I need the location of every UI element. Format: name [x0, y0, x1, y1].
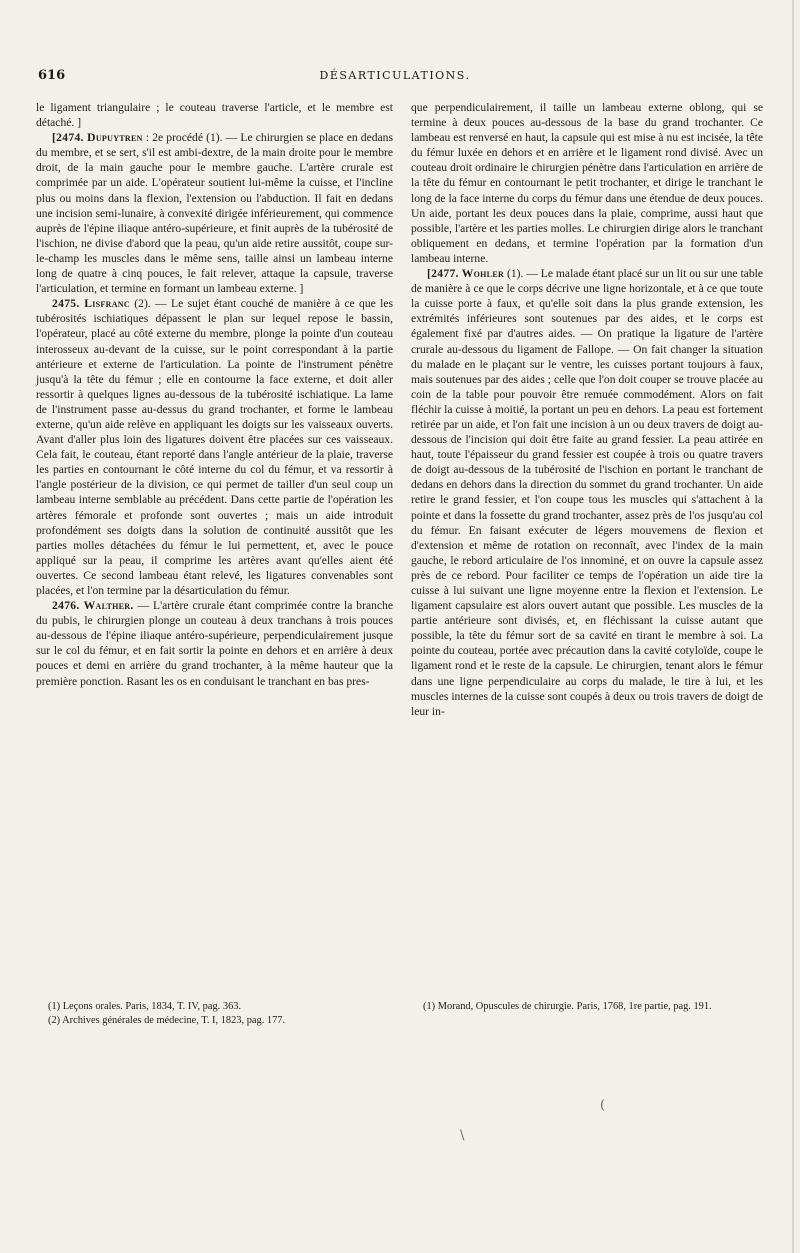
- page-number: 616: [38, 68, 66, 83]
- paragraph: 2476. Walther. — L'artère crurale étant comprimée contre la branche du pubis, le chirurgien plonge un couteau à deux tranchans à trois pouces au-dessous de l'épine iliaque antéro-supérieure, perpendiculairement jusque sur le col du fémur, et en fait sortir la pointe en dehors et en arrière à deux pouces et demi en arrière du grand trochanter, à la même hauteur que la première ponction. Rasant les os en conduisant le tranchant en bas pres-: [36, 599, 393, 688]
- page-header: [38, 68, 752, 88]
- footnote: (2) Archives générales de médecine, T. I, 1823, pag. 177.: [48, 1014, 286, 1026]
- right-column: [411, 100, 763, 719]
- paragraph: 2475. Lisfranc (2). — Le sujet étant couché de manière à ce que les tubérosités ischiatiques dépassent le plan sur lequel repose le bassin, l'opérateur, placé au côté externe du membre, plonge la pointe d'un couteau interosseux au-devant de la cuisse, sur le point correspondant à la partie antérieure et externe de l'articulation. La pointe de l'instrument pénètre jusqu'à la tête du fémur ; elle en contourne la face externe, et doit aller ressortir à quelques lignes au-dessous de la tubérosité ischiatique. La lame de l'instrument passe au-dessus du grand trochanter, et forme le lambeau externe, qu'un aide relève en appliquant les doigts sur les vaisseaux ouverts. Avant d'aller plus loin des ligatures doivent être placées sur ces vaisseaux. Cela fait, le couteau, étant reporté dans l'angle antérieur de la plaie, traverse les parties en contournant le côté interne du col du fémur, et va ressortir à l'angle postérieur de la division, ce qui permet de tailler d'un seul coup un lambeau interne semblable au précédent. Dans cette partie de l'opération les artères fémorale et profonde sont ouvertes ; mais un aide introduit profondément ses doigts dans la solution de continuité aussitôt que les parties molles détachées du fémur le lui permettent, et, avec le pouce appliqué sur la peau, il comprime les artères avant qu'elles aient été ouvertes. Ce second lambeau étant relevé, les ligatures convenables sont placées, et l'on termine par la désarticulation du fémur.: [36, 297, 393, 597]
- running-title: DÉSARTICULATIONS.: [319, 69, 471, 82]
- footnotes-right: [411, 1000, 763, 1014]
- paragraph: [2477. Wohler (1). — Le malade étant placé sur un lit ou sur une table de manière à ce que le corps décrive une ligne horizontale, et à ce que toute la cuisse porte à faux, et qu'elle soit dans la plus grande extension, les extrémités inférieures sont soutenues par des aides, et le corps est également fixé par d'autres aides. — On pratique la ligature de l'artère crurale au-dessous du ligament de Fallope. — On fait changer la situation du malade en le plaçant sur le ventre, les cuisses portant toujours à faux, mais soutenues par des aides ; celle que l'on doit couper se trouve placée au coin de la table pour pouvoir être remuée commodément. Alors on fait fléchir la cuisse à moitié, la portant un peu en dehors. La peau est fortement retirée par un aide, et l'on fait une incision à un ou deux travers de doigt au-dessous de l'incision qui doit être faite au grand fessier. La peau attirée en haut, toute l'épaisseur du grand fessier est coupée à trois ou quatre travers de doigt au-dessous de la tubérosité de l'ischion en portant le tranchant de dedans en dehors dans la direction du sommet du grand trochanter. Un aide retire le grand fessier, et l'on coupe tous les muscles qui s'attachent à la pointe et dans la fossette du grand trochanter, assez près de l'os jusqu'au col du fémur. En faisant exécuter de légers mouvemens de flexion et d'extension et même de rotation on reconnaît, avec l'index de la main gauche, le rebord articulaire de l'os innominé, et on ouvre la capsule assez près de ce rebord. Pour faciliter ce temps de l'opération un aide tire la cuisse à lui suivant une ligne moyenne entre la flexion et l'extension. Le ligament capsulaire est alors ouvert autant que possible. Les muscles de la partie antérieure sont divisés, et, en fléchissant la cuisse autant que possible, la tête du fémur sort de sa cavité en tirant le membre à soi. La pointe du couteau, portée avec précaution dans la cavité cotyloïde, coupe le ligament rond et le reste de la capsule. Le chirurgien, tenant alors le fémur dans une ligne perpendiculaire au corps du malade, le tire à lui, et les muscles internes de la cuisse sont coupés à deux ou trois travers de doigt de leur in-: [411, 267, 764, 718]
- paragraph: le ligament triangulaire ; le couteau traverse l'article, et le membre est détaché. ]: [36, 101, 393, 130]
- footnote: (1) Leçons orales. Paris, 1834, T. IV, pag. 363.: [48, 1001, 242, 1012]
- left-column: [36, 100, 393, 689]
- footnote: (1) Morand, Opuscules de chirurgie. Paris, 1768, 1re partie, pag. 191.: [423, 1001, 712, 1012]
- paragraph: [2474. Dupuytren : 2e procédé (1). — Le chirurgien se place en dedans du membre, et se sert, s'il est ambi-dextre, de la main droite pour le membre droit, de la main gauche pour le membre gauche. L'artère crurale est comprimée par un aide. L'opérateur soutient lui-même la cuisse, et l'incline plus ou moins dans la flexion, l'extension ou l'abduction. Il fait en dedans une incision semi-lunaire, à convexité dirigée inférieurement, qui commence auprès de l'épine iliaque antéro-supérieure, et finit auprès de la tubérosité de l'ischion, ne divise d'abord que la peau, qu'un aide retire aussitôt, coupe sur-le-champ les muscles dans le même sens, taille ainsi un lambeau interne long de quatre à cinq pouces, le fait relever, attaque la capsule, traverse l'articulation, et termine en formant un lambeau externe. ]: [36, 131, 393, 296]
- stray-mark-2: \: [460, 1128, 465, 1143]
- stray-mark: (: [600, 1098, 606, 1113]
- page-edge: [792, 0, 794, 1253]
- footnotes-left: [36, 1000, 393, 1027]
- paragraph: que perpendiculairement, il taille un lambeau externe oblong, qui se termine à deux pouces au-dessous de la base du grand trochanter. Ce lambeau est renversé en haut, la capsule qui est mise à nu est incisée, la tête du fémur luxée en dehors et en arrière et le ligament rond divisé. Avec un couteau droit ordinaire le chirurgien pénètre dans l'articulation en arrière de la tête du fémur en contournant le petit trochanter, et dirige le tranchant le long de la face interne du corps du fémur dans une étendue de deux pouces. Un aide, portant les deux pouces dans la plaie, comprime, aussi haut que possible, l'artère et les parties molles. Le chirurgien dirige alors le tranchant obliquement en dedans, et termine l'opération par la formation d'un lambeau interne.: [411, 101, 763, 265]
